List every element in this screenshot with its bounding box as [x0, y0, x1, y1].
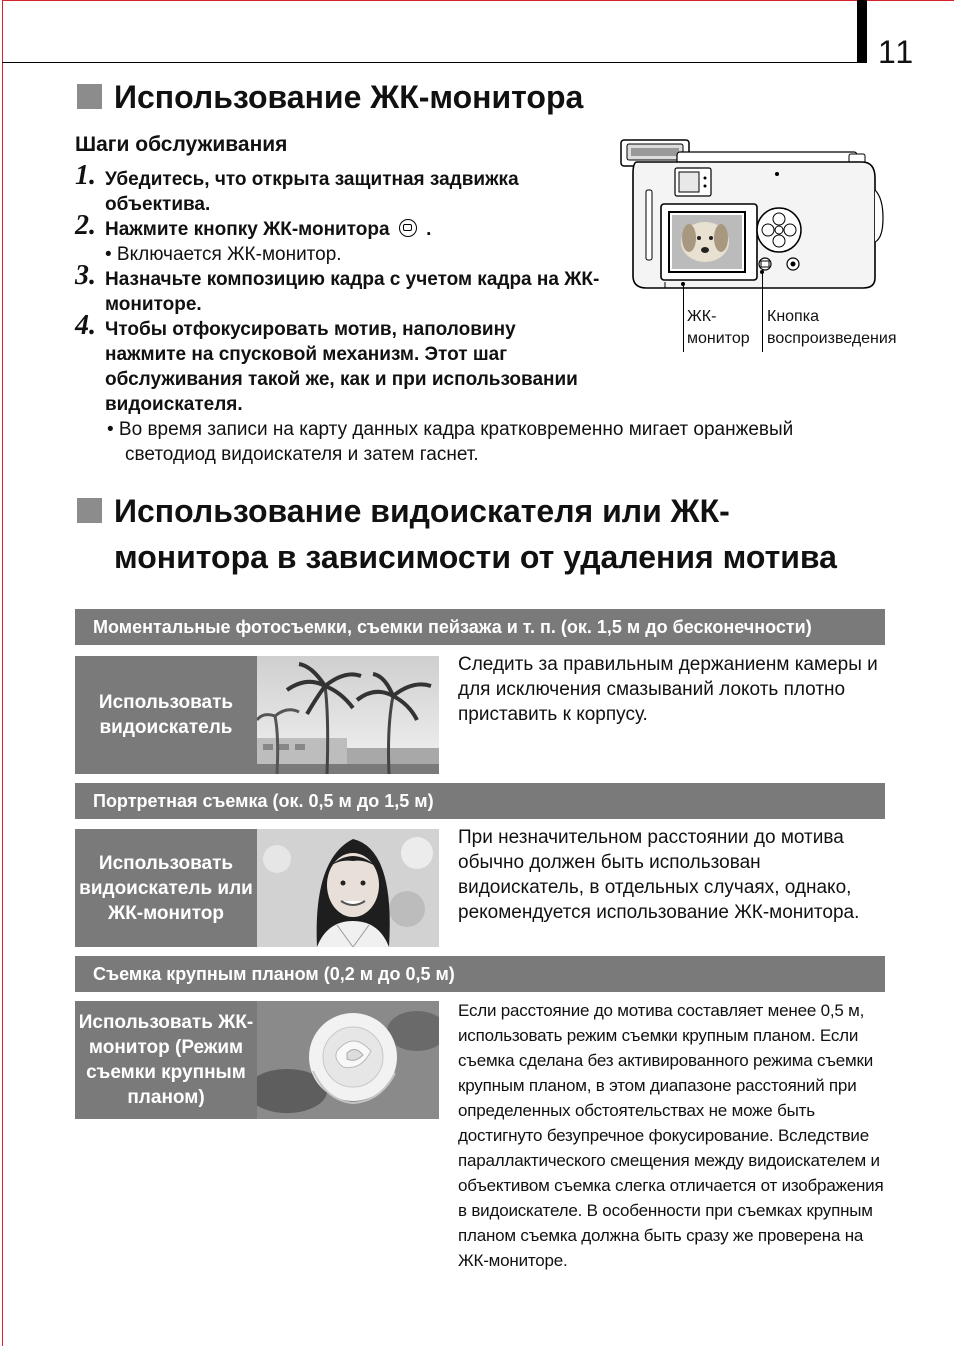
section2-title-line1: Использование видоискателя или ЖК- [77, 488, 730, 534]
step-2-note: • Включается ЖК-монитор. [105, 244, 342, 265]
callout-playback-button: Кнопка воспроизведения [767, 308, 897, 347]
desc-portrait: При незначительном расстоянии до мотива обычно должен быть использован видоискатель, в отдельных случаях, однако, рекомендуется использование ЖК-монитора. [458, 827, 860, 923]
square-bullet-icon [77, 498, 102, 523]
band-snapshots: Моментальные фотосъемки, съемки пейзажа и т. п. (ок. 1,5 м до бесконечности) [75, 609, 885, 645]
step-4-note: • Во время записи на карту данных кадра кратковременно мигает оранжевый светодиод видоискателя и затем гаснет. [107, 419, 794, 465]
header-rule [2, 62, 862, 63]
callout-dot-lcd [681, 282, 685, 286]
landscape-photo [257, 656, 439, 774]
desc-snapshots: Следить за правильным держаниенм камеры и для исключения смазываний локоть плотно приставить к корпусу. [458, 654, 878, 725]
lcd-button-icon [399, 219, 417, 237]
callout-line-playback [762, 272, 763, 352]
page-frame-top [2, 0, 954, 1]
square-bullet-icon [77, 84, 102, 109]
label-viewfinder-or-lcd: Использовать видоискатель или ЖК-монитор [75, 829, 257, 947]
page-frame-left [2, 0, 3, 1346]
camera-back-illustration [617, 138, 887, 298]
section2-title-line2: монитора в зависимости от удаления мотива [114, 539, 837, 575]
portrait-photo [257, 829, 439, 947]
desc-closeup: Если расстояние до мотива составляет менее 0,5 м, использовать режим съемки крупным планом. Если съемка сделана без активированного режима съемки крупным планом, в этом диапазоне расстояний при определенных обстоятельствах не може быть достигнуто безупречное фокусирование. Вследствие параллактического смещения между видоискателем и объективом съемка слегка отличается от изображения в видоискателе. В особенности при съемках крупным планом съемка должна быть сразу же проверена на ЖК-мониторе. [458, 1001, 884, 1270]
page-number: 11 [878, 34, 916, 70]
chapter-tab [857, 0, 867, 63]
section1-title: Использование ЖК-монитора [77, 74, 583, 120]
callout-dot-playback [760, 270, 764, 274]
band-portrait: Портретная съемка (ок. 0,5 м до 1,5 м) [75, 783, 885, 819]
band-closeup: Съемка крупным планом (0,2 м до 0,5 м) [75, 956, 885, 992]
callout-line-lcd [683, 282, 684, 352]
label-use-lcd-macro: Использовать ЖК-монитор (Режим съемки крупным планом) [75, 1001, 257, 1119]
steps-subtitle: Шаги обслуживания [75, 133, 288, 156]
label-use-viewfinder: Использовать видоискатель [75, 656, 257, 774]
rose-photo [257, 1001, 439, 1119]
callout-lcd-monitor: ЖК- монитор [687, 308, 750, 347]
